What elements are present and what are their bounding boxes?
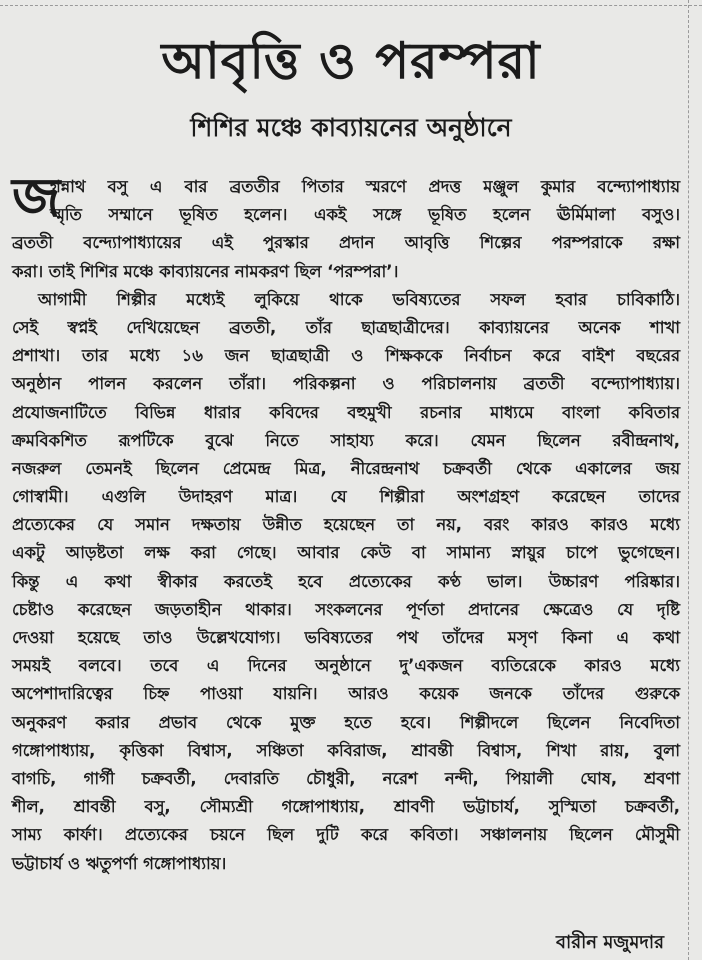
article-body (12, 166, 680, 878)
article-line: প্রশাখা। তার মধ্যে ১৬ জন ছাত্রছাত্রী ও শিক্ষককে নির্বাচন করে বাইশ বছরের (12, 346, 680, 366)
article-line: নজরুল তেমনই ছিলেন প্রেমেন্দ্র মিত্র, নীরেন্দ্রনাথ চক্রবর্তী থেকে একালের জয় (12, 458, 680, 478)
article-line: চেষ্টাও করেছেন জড়তাহীন থাকার। সংকলনের পূর্ণতা প্রদানের ক্ষেত্রেও যে দৃষ্টি (12, 599, 680, 619)
article-line: কিন্তু এ কথা স্বীকার করতেই হবে প্রত্যেকের কণ্ঠ ভাল। উচ্চারণ পরিষ্কার। (12, 571, 680, 591)
article-line: অনুষ্ঠান পালন করলেন তাঁরা। পরিকল্পনা ও পরিচালনায় ব্রততী বন্দ্যোপাধ্যায়। (12, 374, 680, 394)
article-line: ক্রমবিকশিত রূপটিকে বুঝে নিতে সাহায্য করে। যেমন ছিলেন রবীন্দ্রনাথ, (12, 430, 680, 450)
article-line: গোস্বামী। এগুলি উদাহরণ মাত্র। যে শিল্পীরা অংশগ্রহণ করেছেন তাদের (12, 487, 680, 507)
article-line: অনুকরণ করার প্রভাব থেকে মুক্ত হতে হবে। শিল্পীদলে ছিলেন নিবেদিতা (12, 712, 680, 732)
article-line: একটু আড়ষ্টতা লক্ষ করা গেছে। আবার কেউ বা সামান্য স্নায়ুর চাপে ভুগেছেন। (12, 543, 680, 563)
article-line: আগামী শিল্পীর মধ্যেই লুকিয়ে থাকে ভবিষ্যতের সফল হবার চাবিকাঠি। (38, 289, 680, 309)
article-line: শীল, শ্রাবন্তী বসু, সৌম্যশ্রী গঙ্গোপাধ্যায়, শ্রাবণী ভট্টাচার্য, সুস্মিতা চক্রবর্তী, (12, 797, 680, 817)
article-line: বাগচি, গার্গী চক্রবর্তী, দেবারতি চৌধুরী, নরেশ নন্দী, পিয়ালী ঘোষ, শ্রবণা (12, 768, 680, 788)
article-line: অপেশাদারিত্বের চিহ্ন পাওয়া যায়নি। আরও কয়েক জনকে তাঁদের গুরুকে (12, 684, 680, 704)
article-title: আবৃত্তি ও পরম্পরা (161, 32, 541, 90)
article-line: স্মৃতি সম্মানে ভূষিত হলেন। একই সঙ্গে ভূষিত হলেন ঊর্মিমালা বসুও। (50, 205, 680, 225)
article-line: গঙ্গোপাধ্যায়, কৃত্তিকা বিশ্বাস, সঞ্চিতা কবিরাজ, শ্রাবন্তী বিশ্বাস, শিখা রায়, বুলা (12, 740, 680, 760)
article-subtitle: শিশির মঞ্চে কাব্যায়নের অনুষ্ঠানে (190, 113, 512, 142)
article-line: করা। তাই শিশির মঞ্চে কাব্যায়নের নামকরণ ছিল ‘পরম্পরা’। (12, 261, 399, 281)
article-line: ব্রততী বন্দ্যোপাধ্যায়ের এই পুরস্কার প্রদান আবৃত্তি শিল্পের পরম্পরাকে রক্ষা (12, 233, 680, 253)
article-line: প্রত্যেকের যে সমান দক্ষতায় উন্নীত হয়েছেন তা নয়, বরং কারও কারও মধ্যে (12, 515, 680, 535)
drop-cap: জ (12, 166, 61, 229)
page-border-right (688, 0, 689, 960)
page-border-top (0, 5, 702, 6)
article-line: প্রযোজনাটিতে বিভিন্ন ধারার কবিদের বহুমুখী রচনার মাধ্যমে বাংলা কবিতার (12, 402, 680, 422)
article-line: গন্নাথ বসু এ বার ব্রততীর পিতার স্মরণে প্রদত্ত মঞ্জুল কুমার বন্দ্যোপাধ্যায় (50, 177, 680, 196)
article-line: সেই স্বপ্নই দেখিয়েছেন ব্রততী, তাঁর ছাত্রছাত্রীদের। কাব্যায়নের অনেক শাখা (12, 317, 680, 337)
article-line: ভট্টাচার্য ও ঋতুপর্ণা গঙ্গোপাধ্যায়। (12, 853, 227, 873)
article-line: সময়ই বলবে। তবে এ দিনের অনুষ্ঠানে দু’একজন ব্যতিরেকে কারও মধ্যে (12, 656, 680, 676)
article-line: দেওয়া হয়েছে তাও উল্লেখযোগ্য। ভবিষ্যতের পথ তাঁদের মসৃণ কিনা এ কথা (12, 628, 680, 647)
author-byline: বারীন মজুমদার (556, 932, 664, 953)
article-line: সাম্য কার্ফা। প্রত্যেকের চয়নে ছিল দুটি করে কবিতা। সঞ্চালনায় ছিলেন মৌসুমী (12, 825, 680, 845)
